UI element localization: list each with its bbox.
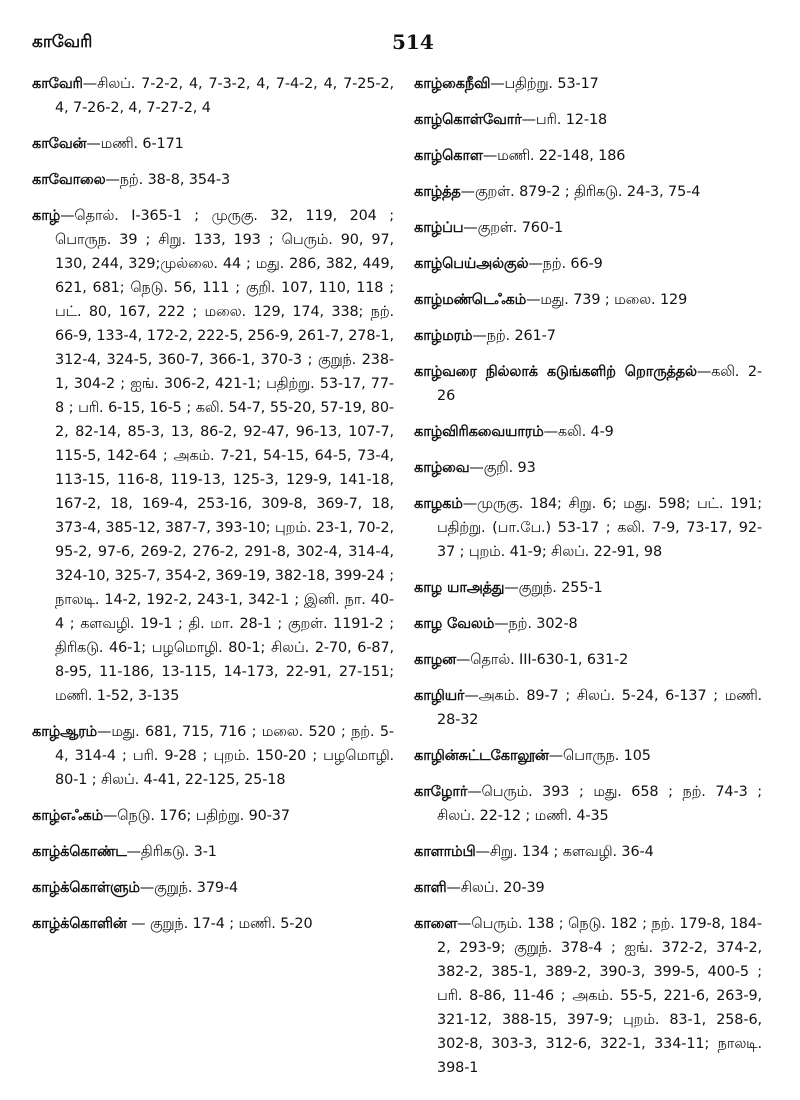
entry-headword: காழ்த்த: [414, 184, 461, 200]
entry-headword: காழ்ப்ப: [414, 220, 464, 236]
entry-references: —சிலப். 7-2-2, 4, 7-3-2, 4, 7-4-2, 4, 7-25-2, 4, 7-26-2, 4, 7-27-2, 4: [55, 76, 394, 116]
entry-headword: காழ்ஆரம்: [32, 724, 98, 740]
entry-headword: காழ்வை: [414, 460, 470, 476]
index-entry: [414, 492, 762, 564]
entry-references: —பதிற்று. 53-17: [490, 76, 599, 92]
running-head: காவேரி: [32, 32, 93, 52]
entry-references: —பெரும். 138 ; நெடு. 182 ; நற். 179-8, 184-2, 293-9; குறுந். 378-4 ; ஐங். 372-2, 374-2, 382-2, 385-1, 389-2, 390-3, 399-5, 400-5 ; பரி. 8-86, 11-46 ; அகம். 55-5, 221-6, 263-9, 321-12, 388-15, 397-9; புறம். 83-1, 258-6, 302-8, 303-3, 312-6, 322-1, 334-11; நாலடி. 398-1: [437, 916, 762, 1076]
entry-headword: காழ்க்கொளின்: [32, 916, 127, 932]
entry-headword: காவேரி: [32, 76, 83, 92]
entry-headword: காழ்விரிகவையாரம்: [414, 424, 544, 440]
entry-headword: காழன: [414, 652, 456, 668]
entry-references: —மது. 681, 715, 716 ; மலை. 520 ; நற். 5-4, 314-4 ; பரி. 9-28 ; புறம். 150-20 ; பழமொழி. 80-1 ; சிலப். 4-41, 22-125, 25-18: [55, 724, 394, 788]
right-column: [414, 72, 762, 1092]
entry-references: —அகம். 89-7 ; சிலப். 5-24, 6-137 ; மணி. 28-32: [437, 688, 762, 728]
index-entry: [414, 576, 762, 600]
index-entry: [414, 744, 762, 768]
index-entry: [32, 876, 394, 900]
entry-references: —சிறு. 134 ; களவழி. 36-4: [475, 844, 654, 860]
index-entry: [414, 108, 762, 132]
entry-headword: காழ்பெய்அல்குல்: [414, 256, 529, 272]
index-entry: [32, 912, 394, 936]
entry-headword: காழ்க்கொள்ளும்: [32, 880, 140, 896]
entry-headword: காழ்மரம்: [414, 328, 473, 344]
entry-references: —தொல். I-365-1 ; முருகு. 32, 119, 204 ; பொருந. 39 ; சிறு. 133, 193 ; பெரும். 90, 97, 130, 244, 329;முல்லை. 44 ; மது. 286, 382, 449, 621, 681; நெடு. 56, 111 ; குறி. 107, 110, 118 ; பட். 80, 167, 222 ; மலை. 129, 174, 338; நற். 66-9, 133-4, 172-2, 222-5, 256-9, 261-7, 278-1, 312-4, 324-5, 360-7, 366-1, 370-3 ; குறுந். 238-1, 304-2 ; ஐங். 306-2, 421-1; பதிற்று. 53-17, 77-8 ; பரி. 6-15, 16-5 ; கலி. 54-7, 55-20, 57-19, 80-2, 82-14, 85-3, 13, 86-2, 92-47, 96-13, 107-7, 115-5, 142-64 ; அகம். 7-21, 54-15, 64-5, 73-4, 113-15, 116-8, 119-13, 125-3, 129-9, 141-18, 167-2, 18, 169-4, 253-16, 309-8, 369-7, 18, 373-4, 385-12, 387-7, 393-10; புறம். 23-1, 70-2, 95-2, 97-6, 269-2, 276-2, 291-8, 302-4, 314-4, 324-10, 325-7, 354-2, 369-19, 382-18, 399-24 ; நாலடி. 14-2, 192-2, 243-1, 342-1 ; இனி. நா. 40-4 ; களவழி. 19-1 ; தி. மா. 28-1 ; குறள். 1191-2 ; திரிகடு. 46-1; பழமொழி. 80-1; சிலப். 2-70, 6-87, 8-95, 11-186, 13-115, 14-173, 22-91, 27-151; மணி. 1-52, 3-135: [55, 208, 394, 704]
index-entry: [414, 144, 762, 168]
index-columns: [32, 72, 762, 1092]
entry-references: — குறுந். 17-4 ; மணி. 5-20: [126, 916, 313, 932]
entry-headword: காழகம்: [414, 496, 463, 512]
entry-headword: காவோலை: [32, 172, 106, 188]
entry-references: —கலி. 4-9: [543, 424, 614, 440]
entry-references: —சிலப். 20-39: [446, 880, 545, 896]
page-header: [32, 32, 762, 60]
index-entry: [414, 72, 762, 96]
index-entry: [414, 360, 762, 408]
index-entry: [414, 456, 762, 480]
entry-references: —நற். 38-8, 354-3: [105, 172, 231, 188]
entry-headword: காழ யாஅத்து: [414, 580, 505, 596]
entry-headword: காளி: [414, 880, 447, 896]
entry-headword: காழ்க்கொண்ட: [32, 844, 127, 860]
entry-references: —தொல். III-630-1, 631-2: [455, 652, 629, 668]
entry-headword: காழ்கைநீவி: [414, 76, 491, 92]
index-entry: [414, 180, 762, 204]
entry-headword: காழ்கொள: [414, 148, 483, 164]
index-entry: [32, 168, 394, 192]
entry-references: —பரி. 12-18: [521, 112, 608, 128]
index-entry: [32, 804, 394, 828]
index-entry: [32, 840, 394, 864]
index-entry: [414, 780, 762, 828]
index-entry: [414, 216, 762, 240]
entry-headword: காழ்எஃகம்: [32, 808, 104, 824]
index-entry: [414, 684, 762, 732]
entry-headword: காழ வேலம்: [414, 616, 495, 632]
index-entry: [32, 720, 394, 792]
entry-references: —மது. 739 ; மலை. 129: [526, 292, 688, 308]
entry-references: —குறள். 879-2 ; திரிகடு. 24-3, 75-4: [460, 184, 701, 200]
entry-references: —நற். 66-9: [528, 256, 603, 272]
entry-references: —மணி. 22-148, 186: [482, 148, 626, 164]
left-column: [32, 72, 394, 1092]
index-entry: [32, 132, 394, 156]
index-entry: [32, 204, 394, 708]
index-entry: [414, 912, 762, 1080]
index-entry: [414, 876, 762, 900]
entry-headword: காழ்வரை நில்லாக் கடுங்களிற் றொருத்தல்: [414, 364, 697, 380]
entry-references: —பெரும். 393 ; மது. 658 ; நற். 74-3 ; சிலப். 22-12 ; மணி. 4-35: [437, 784, 762, 824]
entry-references: —நற். 302-8: [494, 616, 578, 632]
index-entry: [32, 72, 394, 120]
entry-headword: காளாம்பி: [414, 844, 476, 860]
entry-references: —கலி. 2-26: [437, 364, 762, 404]
index-entry: [414, 252, 762, 276]
index-entry: [414, 288, 762, 312]
entry-references: —குறள். 760-1: [463, 220, 564, 236]
entry-headword: காழின்சுட்டகோலூன்: [414, 748, 549, 764]
page-number: 514: [392, 30, 434, 54]
entry-headword: காழியர்: [414, 688, 465, 704]
entry-references: —நெடு. 176; பதிற்று. 90-37: [103, 808, 290, 824]
entry-headword: காழ்: [32, 208, 61, 224]
entry-headword: காழ்மண்டெஃகம்: [414, 292, 527, 308]
entry-headword: காவேன்: [32, 136, 87, 152]
entry-references: —நற். 261-7: [472, 328, 556, 344]
entry-references: —குறுந். 379-4: [139, 880, 239, 896]
entry-references: —பொருந. 105: [548, 748, 651, 764]
index-entry: [414, 648, 762, 672]
entry-headword: காளை: [414, 916, 458, 932]
entry-references: —குறுந். 255-1: [504, 580, 603, 596]
index-entry: [414, 840, 762, 864]
index-entry: [414, 612, 762, 636]
index-entry: [414, 324, 762, 348]
entry-references: —திரிகடு. 3-1: [126, 844, 217, 860]
entry-headword: காழோர்: [414, 784, 468, 800]
entry-references: —மணி. 6-171: [86, 136, 184, 152]
entry-headword: காழ்கொள்வோர்: [414, 112, 522, 128]
entry-references: —குறி. 93: [469, 460, 536, 476]
entry-references: —முருகு. 184; சிறு. 6; மது. 598; பட். 191; பதிற்று. (பா.பே.) 53-17 ; கலி. 7-9, 73-17, 92-37 ; புறம். 41-9; சிலப். 22-91, 98: [437, 496, 762, 560]
index-entry: [414, 420, 762, 444]
